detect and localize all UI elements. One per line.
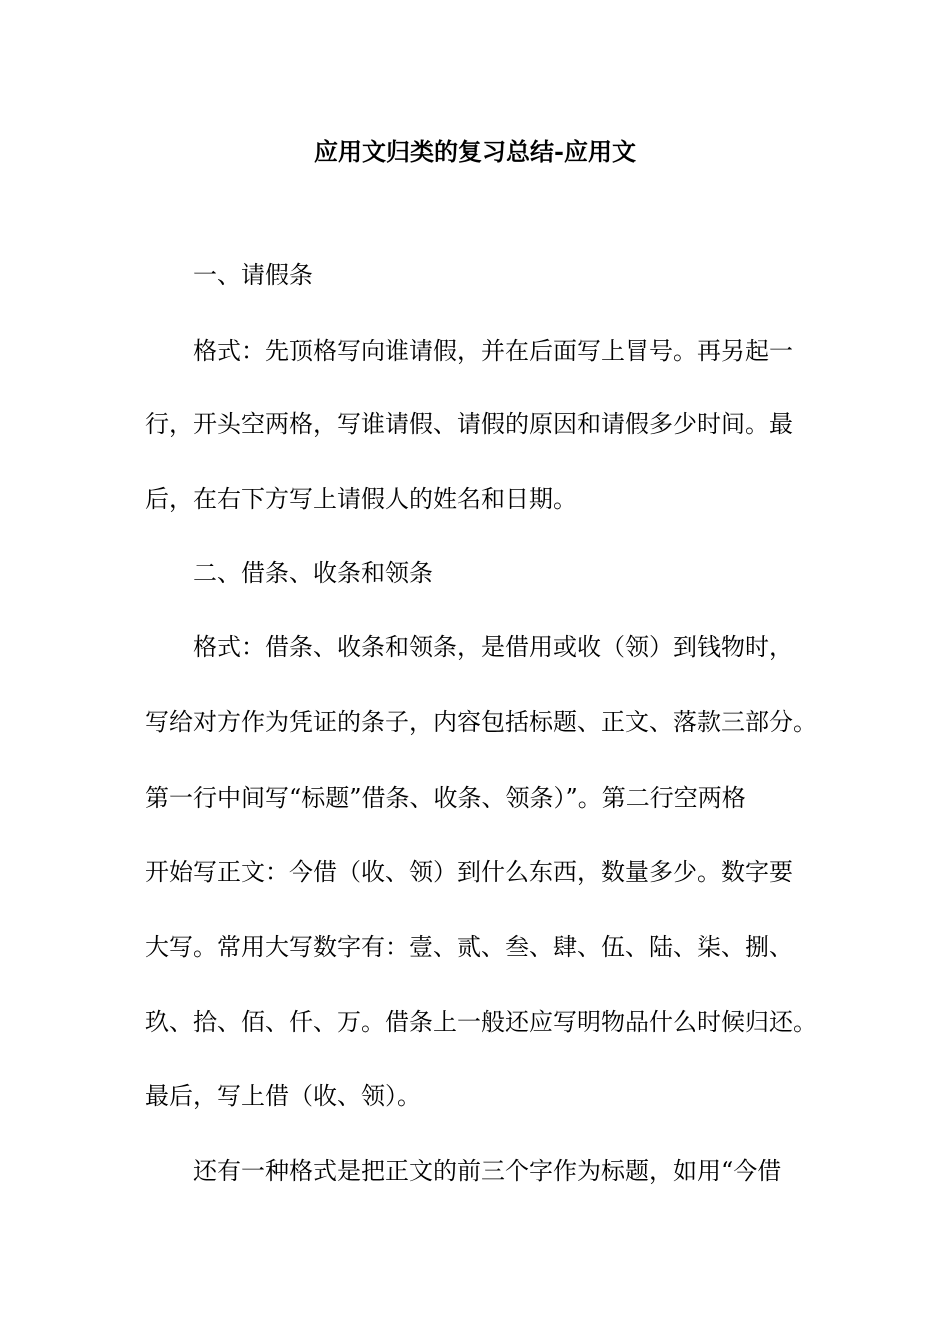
paragraph-line: 还有一种格式是把正文的前三个字作为标题，如用“今借 — [193, 1157, 782, 1185]
paragraph-line: 玖、拾、佰、仟、万。借条上一般还应写明物品什么时候归还。 — [145, 1008, 817, 1036]
section-heading-receipts: 二、借条、收条和领条 — [193, 559, 433, 587]
document-title: 应用文归类的复习总结-应用文 — [314, 137, 636, 166]
paragraph-line: 写给对方作为凭证的条子，内容包括标题、正文、落款三部分。 — [145, 708, 817, 736]
paragraph-line: 格式：借条、收条和领条，是借用或收（领）到钱物时， — [193, 633, 793, 661]
paragraph-line: 大写。常用大写数字有：壹、贰、叁、肆、伍、陆、柒、捌、 — [145, 933, 793, 961]
paragraph-line: 格式：先顶格写向谁请假，并在后面写上冒号。再另起一 — [193, 337, 793, 365]
paragraph-line: 最后，写上借（收、领）。 — [145, 1082, 421, 1110]
paragraph-line: 第一行中间写“标题”借条、收条、领条）”。第二行空两格 — [145, 784, 746, 812]
paragraph-line: 后，在右下方写上请假人的姓名和日期。 — [145, 485, 577, 513]
section-heading-leave-note: 一、请假条 — [193, 261, 313, 289]
paragraph-line: 行，开头空两格，写谁请假、请假的原因和请假多少时间。最 — [145, 410, 793, 438]
paragraph-line: 开始写正文：今借（收、领）到什么东西，数量多少。数字要 — [145, 858, 793, 886]
